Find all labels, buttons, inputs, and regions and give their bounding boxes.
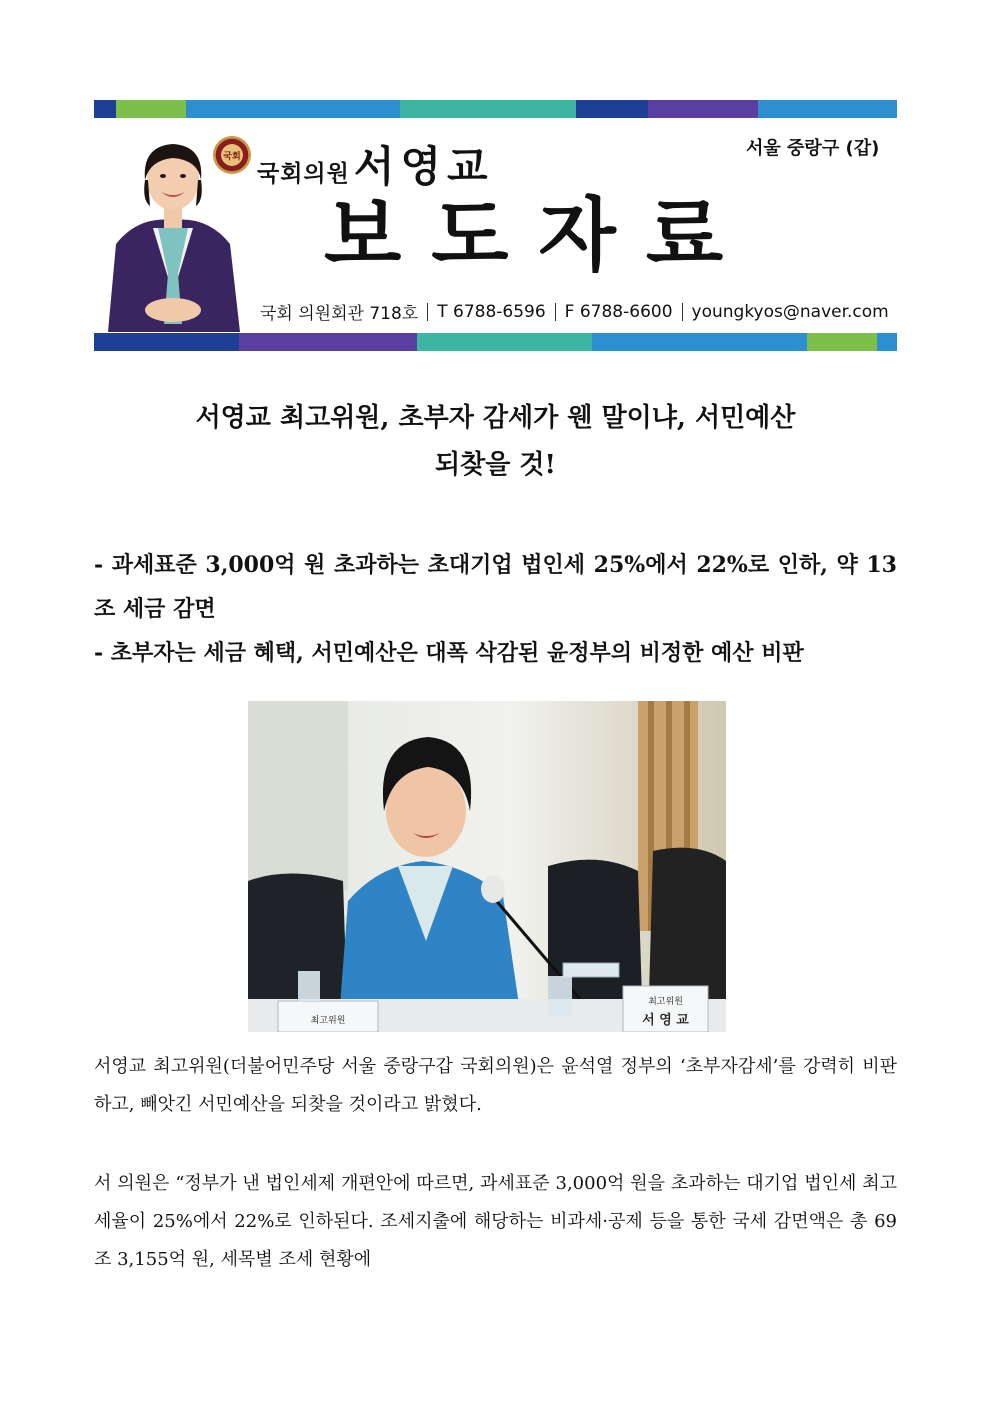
press-release-heading: 보도자료	[324, 189, 754, 282]
contact-line	[260, 299, 889, 324]
office-address: 국회 의원회관 718호	[260, 304, 419, 324]
member-name: 서영교	[353, 142, 494, 191]
banner-top-stripe	[94, 100, 897, 118]
subtitle-2: - 초부자는 세금 혜택, 서민예산은 대폭 삭감된 윤정부의 비정한 예산 비판	[94, 640, 804, 666]
title-line-1: 서영교 최고위원, 초부자 감세가 웬 말이냐, 서민예산	[195, 403, 796, 433]
article-paragraph-2	[94, 1165, 897, 1279]
member-label: 국회의원	[257, 161, 350, 187]
fax: F 6788-6600	[564, 301, 673, 322]
nameplate-right	[623, 986, 708, 1032]
paragraph-text: 서 의원은 “정부가 낸 법인세제 개편안에 따르면, 과세표준 3,000억 원을 초과하는 대기업 법인세 최고 세율이 25%에서 22%로 인하된다. 조세지출에 해당하는 비과세·공제 등을 통한 국세 감면액은 총 69조 3,155억 원, 세목별 조세 현황에	[94, 1173, 897, 1270]
press-release-banner	[94, 100, 897, 351]
national-assembly-seal-icon	[213, 136, 251, 174]
article-paragraph-1	[94, 1048, 897, 1124]
nameplate-name: 서 영 교	[642, 1013, 689, 1028]
subtitle-1: - 과세표준 3,000억 원 초과하는 초대기업 법인세 25%에서 22%로 인하, 약 13조 세금 감면	[94, 552, 897, 622]
banner-bottom-stripe	[94, 333, 897, 351]
nameplate-left: 최고위원	[310, 1016, 346, 1026]
seal-text: 국회	[223, 151, 241, 162]
nameplate-title: 최고위원	[648, 997, 683, 1007]
member-title	[257, 134, 494, 194]
telephone: T 6788-6596	[437, 301, 546, 322]
title-line-2: 되찾을 것!	[435, 450, 556, 480]
paragraph-text: 서영교 최고위원(더불어민주당 서울 중랑구갑 국회의원)은 윤석열 정부의 ‘초부자감세’를 강력히 비판하고, 빼앗긴 서민예산을 되찾을 것이라고 밝혔다.	[94, 1056, 897, 1115]
article-photo	[248, 701, 726, 1032]
article-subtitles	[94, 543, 897, 675]
divider	[427, 303, 428, 321]
divider	[555, 303, 556, 321]
district-label: 서울 중랑구 (갑)	[746, 138, 880, 159]
divider	[682, 303, 683, 321]
email-address[interactable]: youngkyos@naver.com	[691, 301, 889, 322]
article-title	[94, 395, 897, 489]
